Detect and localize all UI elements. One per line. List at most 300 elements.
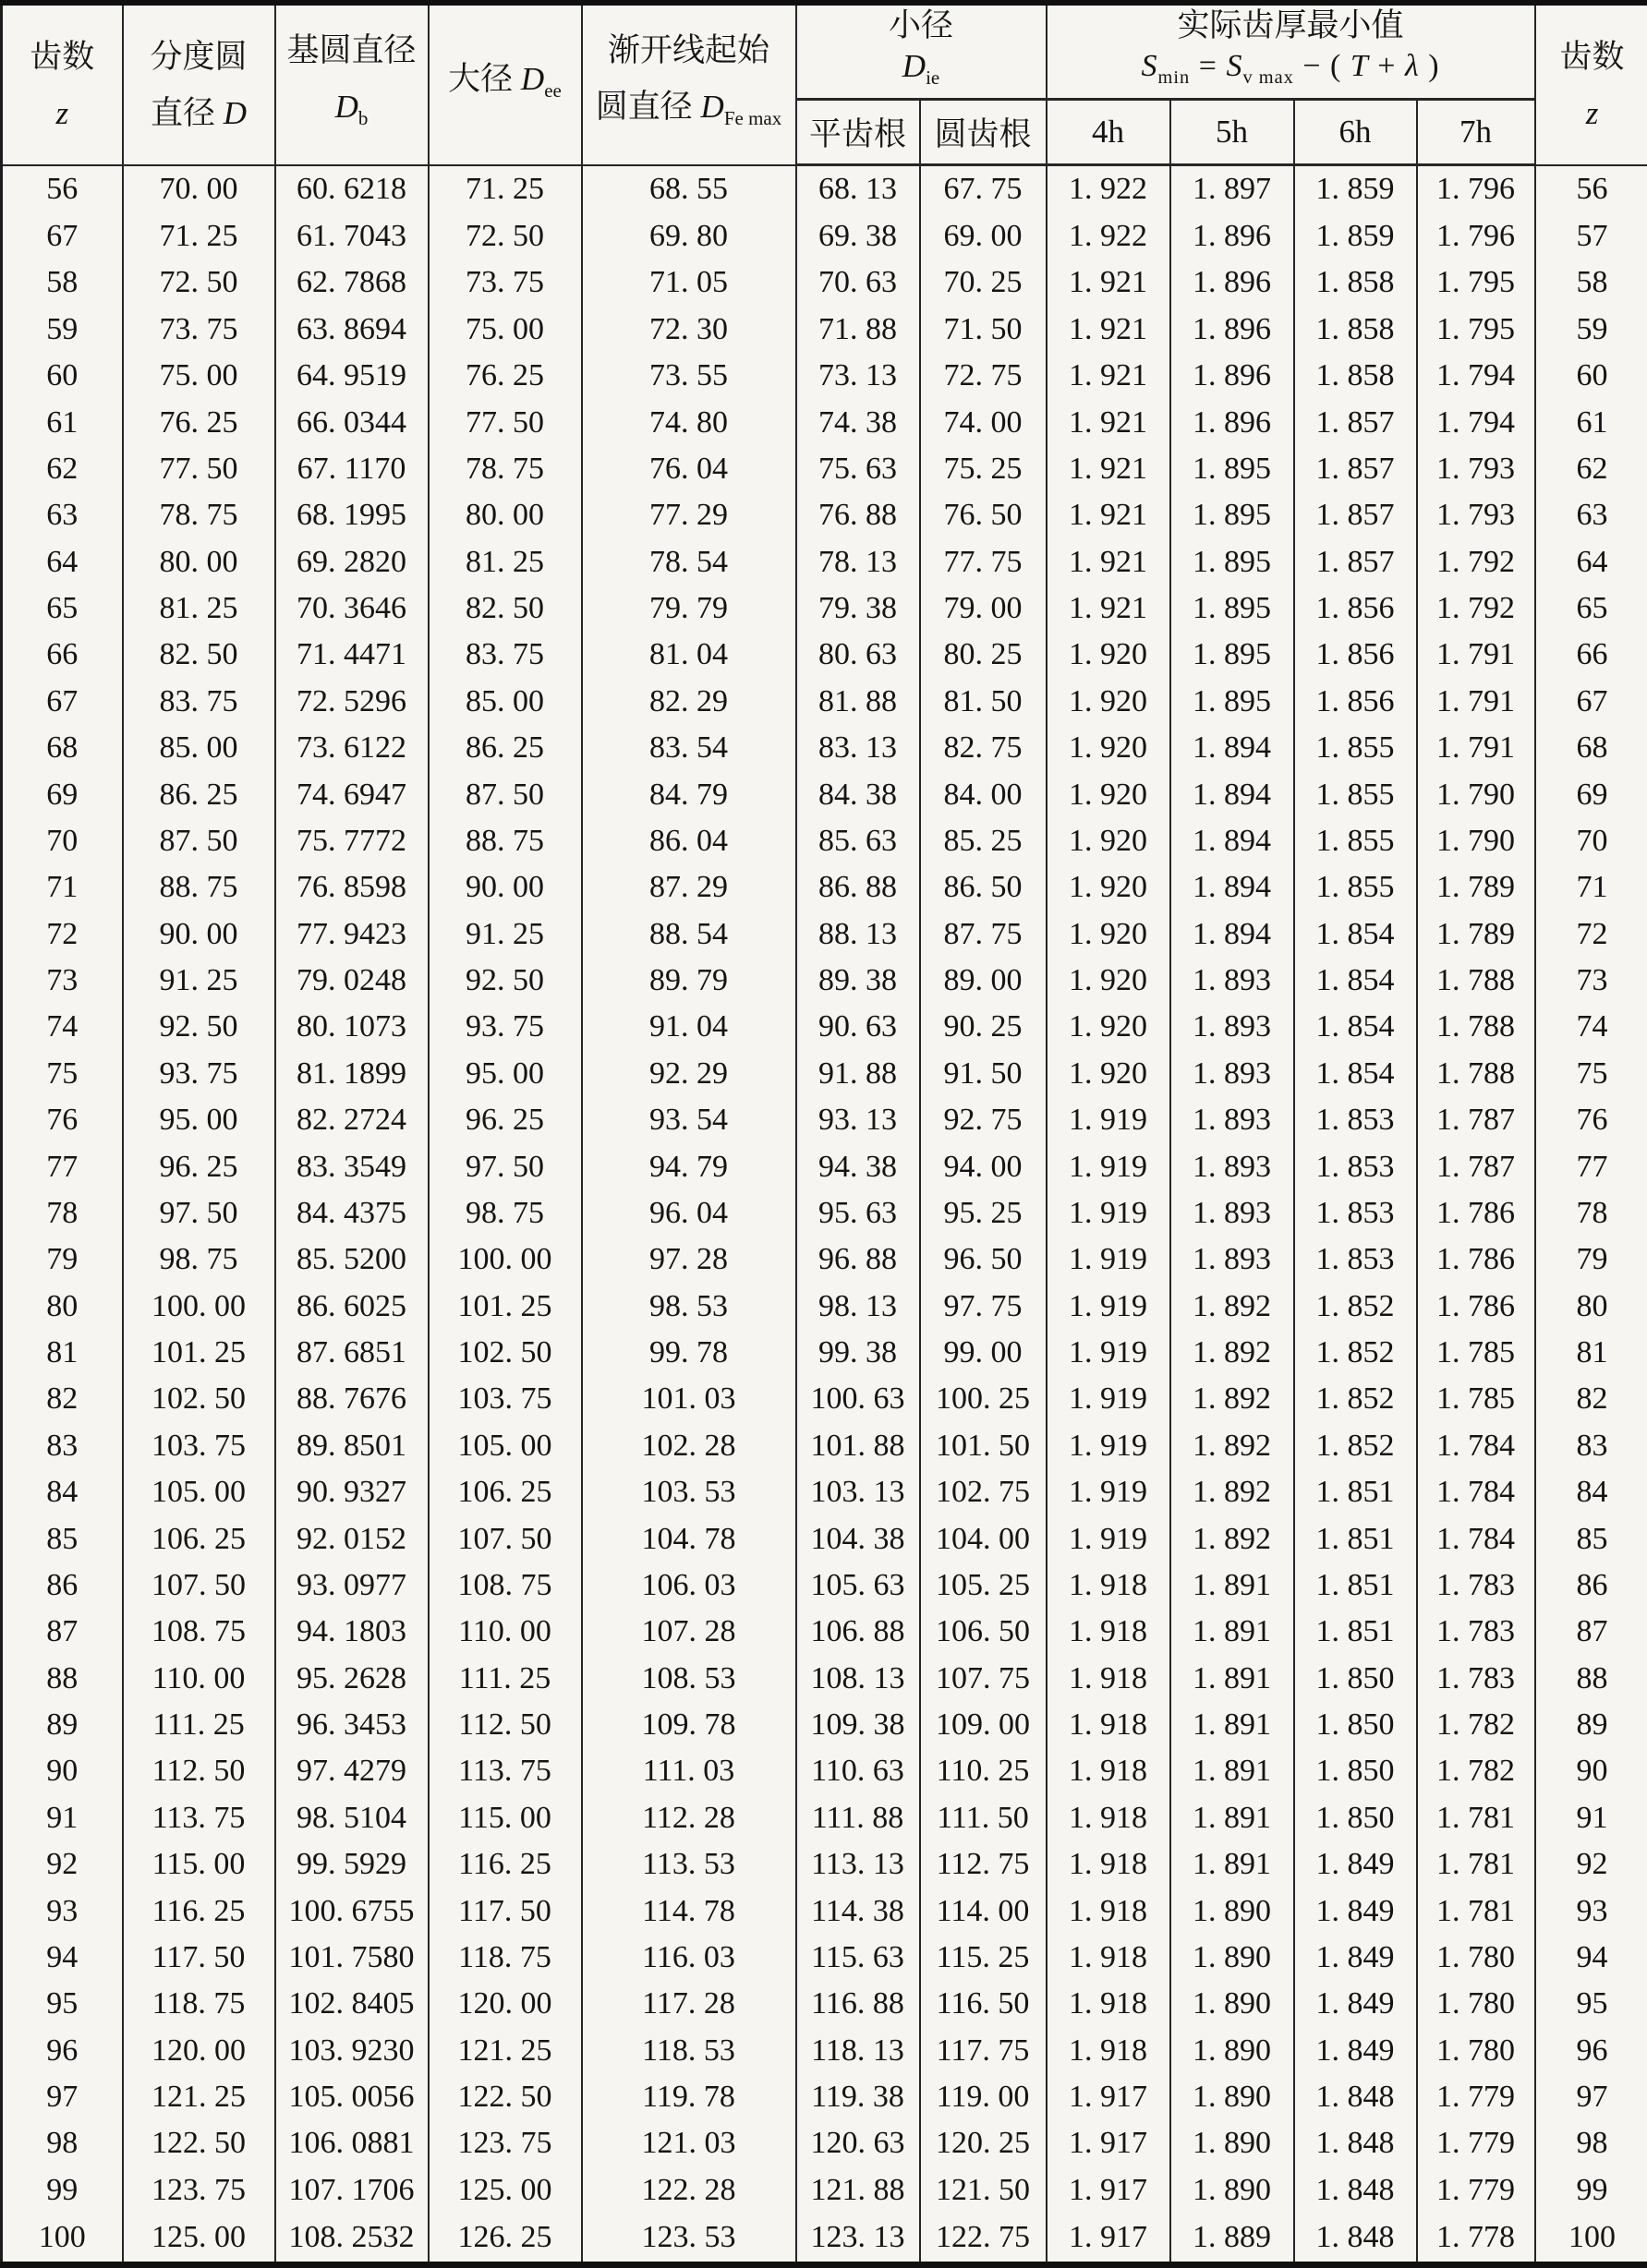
cell: 122. 28 [582, 2167, 796, 2214]
cell: 91. 50 [920, 1051, 1047, 1097]
cell: 84. 4375 [275, 1190, 429, 1237]
cell: 1. 920 [1047, 679, 1170, 725]
cell: 120. 25 [920, 2120, 1047, 2166]
cell: 1. 854 [1294, 1051, 1417, 1097]
table-row [2, 1935, 1647, 1981]
cell: 125. 00 [123, 2214, 275, 2265]
cell: 73. 75 [123, 307, 275, 353]
cell: 89 [2, 1702, 123, 1748]
cell: 85 [2, 1515, 123, 1562]
cell: 1. 893 [1170, 1004, 1294, 1050]
header-line: 大径 $D_{ee}$ [448, 60, 562, 102]
cell: 1. 856 [1294, 632, 1417, 678]
cell: 117. 50 [123, 1935, 275, 1981]
cell: 92 [1535, 1841, 1647, 1888]
cell: 1. 781 [1417, 1795, 1535, 1841]
col-header-major-diameter [429, 3, 582, 165]
cell: 1. 857 [1294, 399, 1417, 445]
cell: 89. 00 [920, 958, 1047, 1004]
cell: 74 [2, 1004, 123, 1050]
cell: 73. 75 [429, 259, 582, 306]
cell: 93 [1535, 1888, 1647, 1934]
table-row [2, 1609, 1647, 1655]
cell: 86. 50 [920, 864, 1047, 911]
cell: 121. 50 [920, 2167, 1047, 2214]
cell: 86. 25 [123, 771, 275, 817]
cell: 95. 25 [920, 1190, 1047, 1237]
cell: 1. 855 [1294, 818, 1417, 864]
cell: 1. 895 [1170, 679, 1294, 725]
cell: 1. 918 [1047, 2027, 1170, 2073]
table-row [2, 1330, 1647, 1376]
cell: 98. 75 [429, 1190, 582, 1237]
cell: 102. 75 [920, 1469, 1047, 1515]
cell: 93. 0977 [275, 1562, 429, 1609]
cell: 75 [2, 1051, 123, 1097]
cell: 82. 29 [582, 679, 796, 725]
cell: 113. 75 [429, 1748, 582, 1794]
cell: 106. 0881 [275, 2120, 429, 2166]
header-line: 渐开线起始 [607, 32, 769, 69]
cell: 82. 75 [920, 725, 1047, 771]
cell: 110. 63 [796, 1748, 920, 1794]
cell: 83. 3549 [275, 1143, 429, 1189]
table-row [2, 1190, 1647, 1237]
cell: 69. 2820 [275, 538, 429, 585]
cell: 111. 50 [920, 1795, 1047, 1841]
cell: 89. 38 [796, 958, 920, 1004]
cell: 1. 894 [1170, 771, 1294, 817]
cell: 111. 88 [796, 1795, 920, 1841]
cell: 113. 53 [582, 1841, 796, 1888]
cell: 60 [2, 353, 123, 399]
cell: 64 [2, 538, 123, 585]
cell: 76 [1535, 1097, 1647, 1143]
cell: 123. 75 [429, 2120, 582, 2166]
cell: 114. 00 [920, 1888, 1047, 1934]
cell: 85. 25 [920, 818, 1047, 864]
cell: 121. 88 [796, 2167, 920, 2214]
table-row [2, 1237, 1647, 1283]
cell: 109. 38 [796, 1702, 920, 1748]
cell: 81. 25 [123, 585, 275, 632]
cell: 1. 786 [1417, 1237, 1535, 1283]
cell: 122. 75 [920, 2214, 1047, 2265]
cell: 95. 00 [429, 1051, 582, 1097]
cell: 1. 895 [1170, 446, 1294, 492]
cell: 1. 921 [1047, 353, 1170, 399]
table-row [2, 1423, 1647, 1469]
cell: 61. 7043 [275, 213, 429, 259]
col-header-involute-start-diameter [582, 3, 796, 165]
table-row [2, 492, 1647, 538]
cell: 94. 1803 [275, 1609, 429, 1655]
cell: 78. 75 [123, 492, 275, 538]
cell: 1. 921 [1047, 259, 1170, 306]
col-header-pitch-diameter [123, 3, 275, 165]
cell: 1. 848 [1294, 2167, 1417, 2214]
cell: 95. 00 [123, 1097, 275, 1143]
cell: 1. 852 [1294, 1423, 1417, 1469]
cell: 62. 7868 [275, 259, 429, 306]
cell: 1. 890 [1170, 1888, 1294, 1934]
cell: 114. 38 [796, 1888, 920, 1934]
cell: 78 [1535, 1190, 1647, 1237]
cell: 100. 63 [796, 1376, 920, 1422]
cell: 1. 890 [1170, 1981, 1294, 2027]
cell: 82 [2, 1376, 123, 1422]
cell: 1. 920 [1047, 1004, 1170, 1050]
cell: 1. 856 [1294, 585, 1417, 632]
cell: 96. 50 [920, 1237, 1047, 1283]
cell: 119. 00 [920, 2074, 1047, 2120]
table-row [2, 1515, 1647, 1562]
cell: 1. 919 [1047, 1143, 1170, 1189]
cell: 108. 75 [429, 1562, 582, 1609]
cell: 1. 851 [1294, 1562, 1417, 1609]
cell: 1. 790 [1417, 771, 1535, 817]
cell: 86. 88 [796, 864, 920, 911]
cell: 68. 1995 [275, 492, 429, 538]
cell: 77. 50 [123, 446, 275, 492]
cell: 111. 03 [582, 1748, 796, 1794]
cell: 101. 88 [796, 1423, 920, 1469]
cell: 105. 0056 [275, 2074, 429, 2120]
cell: 1. 849 [1294, 2027, 1417, 2073]
cell: 1. 853 [1294, 1237, 1417, 1283]
cell: 74. 38 [796, 399, 920, 445]
header-line: 圆直径 $D_{Fe max}$ [595, 89, 782, 130]
cell: 76. 8598 [275, 864, 429, 911]
table-row [2, 213, 1647, 259]
cell: 107. 1706 [275, 2167, 429, 2214]
cell: 1. 921 [1047, 446, 1170, 492]
cell: 92 [2, 1841, 123, 1888]
cell: 119. 78 [582, 2074, 796, 2120]
cell: 1. 891 [1170, 1655, 1294, 1701]
cell: 1. 892 [1170, 1515, 1294, 1562]
cell: 1. 857 [1294, 538, 1417, 585]
cell: 1. 789 [1417, 864, 1535, 911]
cell: 113. 75 [123, 1795, 275, 1841]
cell: 91. 25 [123, 958, 275, 1004]
table-row [2, 2120, 1647, 2166]
cell: 109. 00 [920, 1702, 1047, 1748]
cell: 96. 04 [582, 1190, 796, 1237]
cell: 1. 780 [1417, 2027, 1535, 2073]
cell: 1. 791 [1417, 679, 1535, 725]
cell: 97. 50 [429, 1143, 582, 1189]
cell: 105. 63 [796, 1562, 920, 1609]
cell: 1. 787 [1417, 1143, 1535, 1189]
cell: 67 [2, 679, 123, 725]
cell: 73 [2, 958, 123, 1004]
cell: 1. 891 [1170, 1795, 1294, 1841]
cell: 1. 851 [1294, 1469, 1417, 1515]
cell: 65 [2, 585, 123, 632]
cell: 72 [2, 911, 123, 957]
cell: 85 [1535, 1515, 1647, 1562]
table-row [2, 864, 1647, 911]
cell: 123. 53 [582, 2214, 796, 2265]
cell: 1. 851 [1294, 1515, 1417, 1562]
cell: 1. 781 [1417, 1841, 1535, 1888]
cell: 1. 919 [1047, 1423, 1170, 1469]
cell: 94 [2, 1935, 123, 1981]
cell: 72. 75 [920, 353, 1047, 399]
col-header-flat-root: 平齿根 [796, 100, 920, 165]
cell: 77 [1535, 1143, 1647, 1189]
cell: 92. 75 [920, 1097, 1047, 1143]
cell: 83 [1535, 1423, 1647, 1469]
cell: 100. 00 [429, 1237, 582, 1283]
cell: 89. 8501 [275, 1423, 429, 1469]
cell: 101. 25 [123, 1330, 275, 1376]
cell: 1. 918 [1047, 1562, 1170, 1609]
cell: 1. 918 [1047, 1888, 1170, 1934]
cell: 1. 784 [1417, 1423, 1535, 1469]
cell: 70 [1535, 818, 1647, 864]
cell: 115. 25 [920, 1935, 1047, 1981]
cell: 76. 50 [920, 492, 1047, 538]
cell: 70. 25 [920, 259, 1047, 306]
cell: 104. 00 [920, 1515, 1047, 1562]
cell: 103. 75 [123, 1423, 275, 1469]
cell: 1. 918 [1047, 1748, 1170, 1794]
cell: 118. 53 [582, 2027, 796, 2073]
cell: 96 [2, 2027, 123, 2073]
cell: 100. 25 [920, 1376, 1047, 1422]
cell: 1. 919 [1047, 1237, 1170, 1283]
cell: 1. 919 [1047, 1283, 1170, 1329]
cell: 1. 921 [1047, 585, 1170, 632]
table-row [2, 353, 1647, 399]
cell: 121. 25 [429, 2027, 582, 2073]
cell: 1. 852 [1294, 1330, 1417, 1376]
cell: 104. 38 [796, 1515, 920, 1562]
cell: 67 [1535, 679, 1647, 725]
cell: 1. 894 [1170, 864, 1294, 911]
table-row [2, 1283, 1647, 1329]
table-row [2, 399, 1647, 445]
cell: 112. 50 [429, 1702, 582, 1748]
cell: 1. 859 [1294, 165, 1417, 213]
cell: 74. 6947 [275, 771, 429, 817]
cell: 1. 848 [1294, 2120, 1417, 2166]
table-row [2, 2214, 1647, 2265]
cell: 87. 6851 [275, 1330, 429, 1376]
cell: 119. 38 [796, 2074, 920, 2120]
col-header-round-root: 圆齿根 [920, 100, 1047, 165]
col-header-tooth-count-left [2, 3, 123, 165]
cell: 66 [2, 632, 123, 678]
cell: 69. 00 [920, 213, 1047, 259]
cell: 64. 9519 [275, 353, 429, 399]
header-line: 齿数 [30, 38, 95, 75]
cell: 74. 80 [582, 399, 796, 445]
cell: 1. 779 [1417, 2120, 1535, 2166]
cell: 1. 918 [1047, 1841, 1170, 1888]
header-line: $D_b$ [334, 89, 369, 130]
cell: 63. 8694 [275, 307, 429, 353]
cell: 1. 778 [1417, 2214, 1535, 2265]
table-row [2, 1004, 1647, 1050]
cell: 1. 892 [1170, 1283, 1294, 1329]
cell: 1. 921 [1047, 399, 1170, 445]
cell: 110. 25 [920, 1748, 1047, 1794]
cell: 1. 920 [1047, 1051, 1170, 1097]
cell: 98. 75 [123, 1237, 275, 1283]
cell: 86. 04 [582, 818, 796, 864]
cell: 115. 00 [429, 1795, 582, 1841]
cell: 80. 00 [123, 538, 275, 585]
cell: 1. 920 [1047, 911, 1170, 957]
cell: 1. 780 [1417, 1981, 1535, 2027]
col-header-5h: 5h [1170, 100, 1294, 165]
cell: 99. 00 [920, 1330, 1047, 1376]
cell: 116. 88 [796, 1981, 920, 2027]
cell: 1. 894 [1170, 911, 1294, 957]
cell: 1. 918 [1047, 1702, 1170, 1748]
cell: 104. 78 [582, 1515, 796, 1562]
cell: 1. 791 [1417, 632, 1535, 678]
cell: 57 [1535, 213, 1647, 259]
table-row [2, 165, 1647, 213]
cell: 69 [1535, 771, 1647, 817]
cell: 117. 75 [920, 2027, 1047, 2073]
cell: 1. 919 [1047, 1515, 1170, 1562]
table-row [2, 1469, 1647, 1515]
cell: 74 [1535, 1004, 1647, 1050]
cell: 89. 79 [582, 958, 796, 1004]
cell: 1. 920 [1047, 771, 1170, 817]
cell: 1. 784 [1417, 1469, 1535, 1515]
cell: 1. 779 [1417, 2167, 1535, 2214]
cell: 76. 25 [429, 353, 582, 399]
cell: 61 [2, 399, 123, 445]
cell: 1. 854 [1294, 911, 1417, 957]
cell: 62 [2, 446, 123, 492]
cell: 102. 50 [429, 1330, 582, 1376]
cell: 94. 00 [920, 1143, 1047, 1189]
cell: 76. 88 [796, 492, 920, 538]
table-row [2, 1655, 1647, 1701]
cell: 115. 63 [796, 1935, 920, 1981]
cell: 96. 25 [123, 1143, 275, 1189]
table-row [2, 958, 1647, 1004]
cell: 81. 88 [796, 679, 920, 725]
cell: 1. 850 [1294, 1795, 1417, 1841]
cell: 76 [2, 1097, 123, 1143]
cell: 63 [2, 492, 123, 538]
cell: 1. 853 [1294, 1143, 1417, 1189]
cell: 1. 893 [1170, 958, 1294, 1004]
cell: 95 [2, 1981, 123, 2027]
cell: 86 [2, 1562, 123, 1609]
cell: 1. 891 [1170, 1702, 1294, 1748]
cell: 108. 2532 [275, 2214, 429, 2265]
cell: 90. 63 [796, 1004, 920, 1050]
cell: 84. 38 [796, 771, 920, 817]
cell: 80. 00 [429, 492, 582, 538]
table-row [2, 1143, 1647, 1189]
cell: 126. 25 [429, 2214, 582, 2265]
cell: 67. 1170 [275, 446, 429, 492]
table-row [2, 585, 1647, 632]
cell: 1. 848 [1294, 2074, 1417, 2120]
cell: 1. 920 [1047, 818, 1170, 864]
cell: 80. 1073 [275, 1004, 429, 1050]
table-row [2, 679, 1647, 725]
cell: 1. 856 [1294, 679, 1417, 725]
table-row [2, 1841, 1647, 1888]
cell: 90. 00 [123, 911, 275, 957]
cell: 56 [2, 165, 123, 213]
cell: 64 [1535, 538, 1647, 585]
cell: 1. 897 [1170, 165, 1294, 213]
cell: 98 [2, 2120, 123, 2166]
col-header-6h: 6h [1294, 100, 1417, 165]
table-row [2, 1888, 1647, 1934]
cell: 72. 30 [582, 307, 796, 353]
cell: 70 [2, 818, 123, 864]
cell: 70. 3646 [275, 585, 429, 632]
cell: 1. 782 [1417, 1702, 1535, 1748]
cell: 72. 50 [123, 259, 275, 306]
table-row [2, 725, 1647, 771]
cell: 108. 53 [582, 1655, 796, 1701]
cell: 79 [1535, 1237, 1647, 1283]
cell: 1. 790 [1417, 818, 1535, 864]
cell: 77. 75 [920, 538, 1047, 585]
cell: 1. 895 [1170, 585, 1294, 632]
cell: 1. 788 [1417, 958, 1535, 1004]
table-row [2, 446, 1647, 492]
cell: 97. 50 [123, 1190, 275, 1237]
cell: 103. 75 [429, 1376, 582, 1422]
cell: 1. 918 [1047, 1655, 1170, 1701]
cell: 80. 25 [920, 632, 1047, 678]
cell: 70. 63 [796, 259, 920, 306]
cell: 1. 917 [1047, 2214, 1170, 2265]
table-row [2, 818, 1647, 864]
cell: 116. 50 [920, 1981, 1047, 2027]
cell: 1. 857 [1294, 492, 1417, 538]
table-row [2, 632, 1647, 678]
cell: 116. 25 [429, 1841, 582, 1888]
cell: 103. 9230 [275, 2027, 429, 2073]
cell: 1. 795 [1417, 259, 1535, 306]
cell: 100 [2, 2214, 123, 2265]
cell: 1. 792 [1417, 538, 1535, 585]
cell: 1. 895 [1170, 492, 1294, 538]
cell: 1. 917 [1047, 2120, 1170, 2166]
cell: 56 [1535, 165, 1647, 213]
cell: 106. 50 [920, 1609, 1047, 1655]
cell: 71. 4471 [275, 632, 429, 678]
cell: 67. 75 [920, 165, 1047, 213]
cell: 1. 893 [1170, 1051, 1294, 1097]
cell: 110. 00 [123, 1655, 275, 1701]
cell: 99. 5929 [275, 1841, 429, 1888]
cell: 1. 919 [1047, 1376, 1170, 1422]
cell: 92. 29 [582, 1051, 796, 1097]
cell: 1. 852 [1294, 1376, 1417, 1422]
cell: 1. 922 [1047, 165, 1170, 213]
cell: 85. 00 [429, 679, 582, 725]
cell: 91. 04 [582, 1004, 796, 1050]
cell: 77. 29 [582, 492, 796, 538]
